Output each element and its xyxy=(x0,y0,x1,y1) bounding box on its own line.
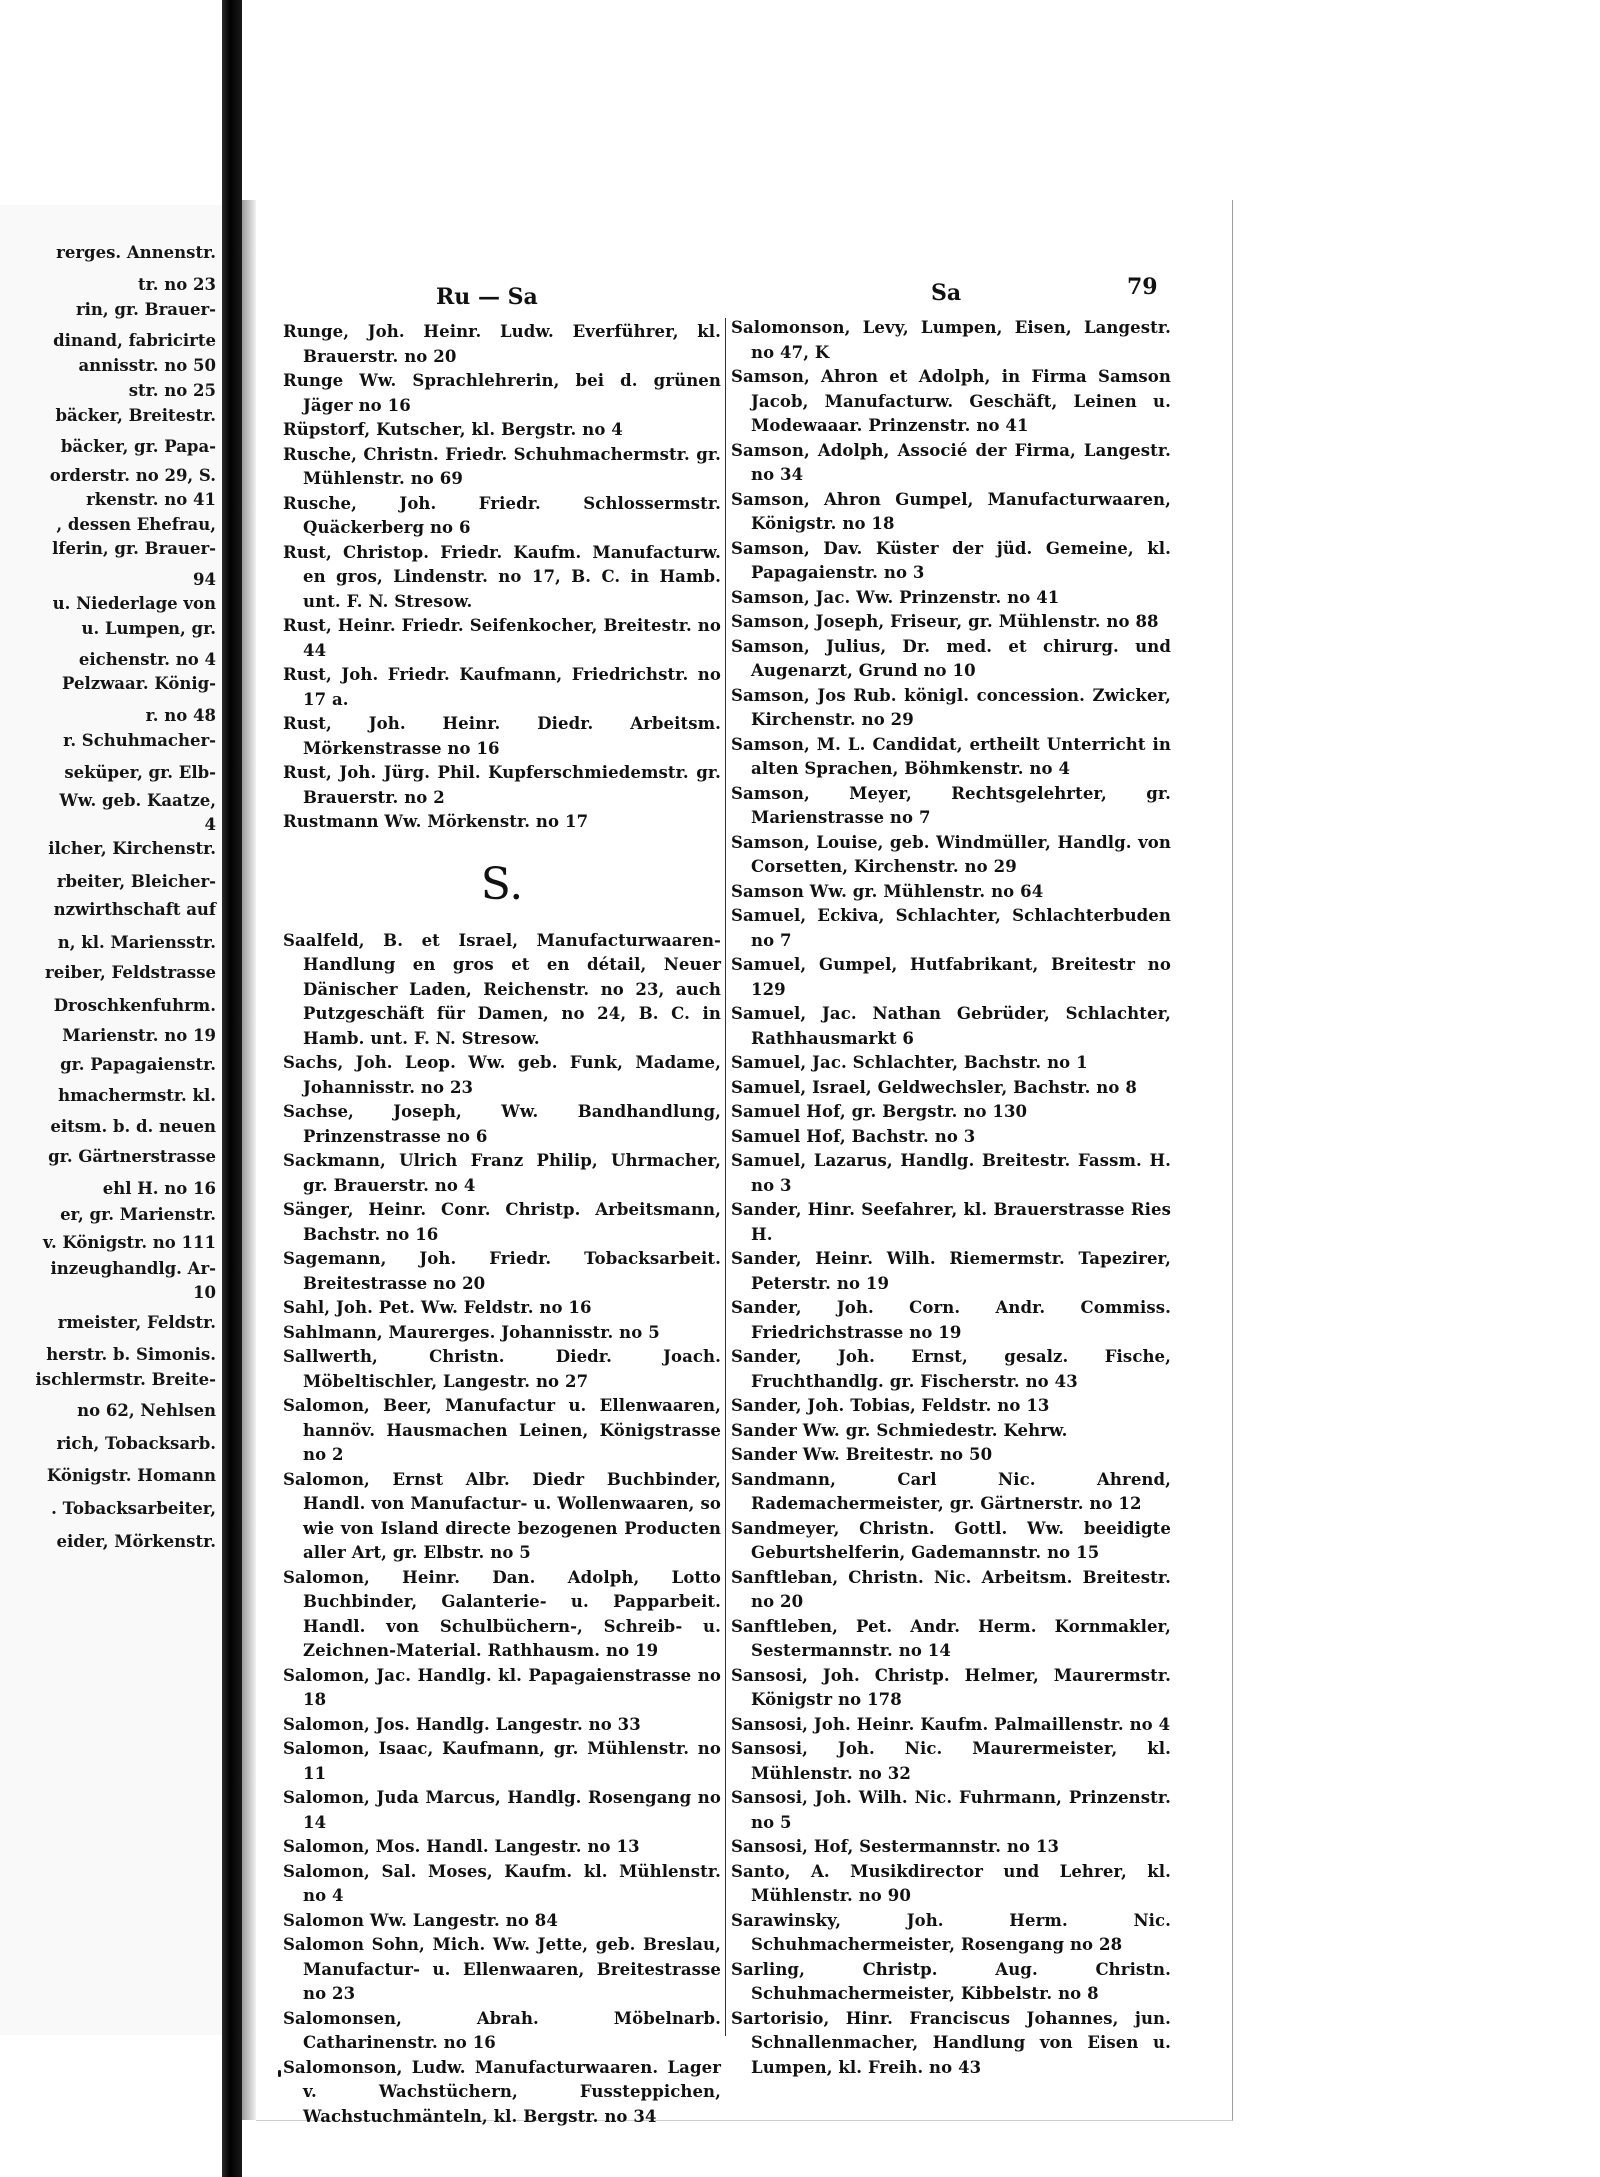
column-left xyxy=(283,320,721,2129)
directory-entry: Rust, Joh. Friedr. Kaufmann, Friedrichstr. no 17 a. xyxy=(283,665,721,709)
left-page-line: ilcher, Kirchenstr. xyxy=(48,839,216,858)
left-page-line: bäcker, gr. Papa- xyxy=(60,437,216,456)
left-page-line: eichenstr. no 4 xyxy=(78,650,216,669)
book-binding-gutter xyxy=(222,0,242,2177)
left-page-line: tr. no 23 xyxy=(138,275,216,294)
directory-entry: Salomon, Heinr. Dan. Adolph, Lotto Buchbinder, Galanterie- u. Papparbeit. Handl. von Schulbüchern-, Schreib- u. Zeichnen-Material. Rathhausm. no 19 xyxy=(283,1567,721,1660)
directory-entry: Samson, Julius, Dr. med. et chirurg. und Augenarzt, Grund no 10 xyxy=(731,636,1171,680)
directory-entry: Runge Ww. Sprachlehrerin, bei d. grünen Jäger no 16 xyxy=(283,371,721,415)
directory-entry: Sandmeyer, Christn. Gottl. Ww. beeidigte Geburtshelferin, Gademannstr. no 15 xyxy=(731,1518,1171,1562)
left-page-line: 94 xyxy=(193,570,216,589)
directory-entry: Rustmann Ww. Mörkenstr. no 17 xyxy=(283,812,589,831)
left-page-line: 10 xyxy=(193,1283,216,1302)
left-page-line: dinand, fabricirte xyxy=(53,331,216,350)
directory-entry: Sanftleben, Pet. Andr. Herm. Kornmakler, Sestermannstr. no 14 xyxy=(731,1616,1171,1660)
directory-entry: Sansosi, Joh. Wilh. Nic. Fuhrmann, Prinzenstr. no 5 xyxy=(731,1788,1171,1832)
left-page-line: r. no 48 xyxy=(145,706,216,725)
left-page-line: bäcker, Breitestr. xyxy=(55,406,216,425)
directory-entry: Salomon, Ernst Albr. Diedr Buchbinder, Handl. von Manufactur- u. Wollenwaaren, so wie von Island directe bezogenen Producten aller Art, gr. Elbstr. no 5 xyxy=(283,1469,721,1562)
left-page-line: gr. Papagaienstr. xyxy=(60,1055,216,1074)
left-page-line: eider, Mörkenstr. xyxy=(56,1532,216,1551)
left-page-line: u. Lumpen, gr. xyxy=(81,619,216,638)
left-page-line: str. no 25 xyxy=(128,381,216,400)
directory-entry: Samson, Joseph, Friseur, gr. Mühlenstr. no 88 xyxy=(731,612,1159,631)
directory-entry: Sansosi, Joh. Nic. Maurermeister, kl. Mühlenstr. no 32 xyxy=(731,1739,1171,1783)
left-page-line: eitsm. b. d. neuen xyxy=(50,1117,216,1136)
left-page-line: Marienstr. no 19 xyxy=(62,1026,216,1045)
directory-entry: Runge, Joh. Heinr. Ludw. Everführer, kl. Brauerstr. no 20 xyxy=(283,322,721,366)
directory-entry: Samuel, Jac. Nathan Gebrüder, Schlachter, Rathhausmarkt 6 xyxy=(731,1004,1171,1048)
directory-entry: Rust, Heinr. Friedr. Seifenkocher, Breitestr. no 44 xyxy=(283,616,721,660)
directory-entry: Sansosi, Joh. Christp. Helmer, Maurermstr. Königstr no 178 xyxy=(731,1665,1171,1709)
directory-entry: Samuel, Jac. Schlachter, Bachstr. no 1 xyxy=(731,1053,1088,1072)
directory-entry: Rust, Joh. Jürg. Phil. Kupferschmiedemstr. gr. Brauerstr. no 2 xyxy=(283,763,721,807)
left-page-line: annisstr. no 50 xyxy=(78,356,216,375)
entries-r-section xyxy=(283,320,721,835)
directory-entry: Sander, Joh. Corn. Andr. Commiss. Friedrichstrasse no 19 xyxy=(731,1298,1171,1342)
directory-entry: Salomon, Isaac, Kaufmann, gr. Mühlenstr. no 11 xyxy=(283,1739,721,1783)
directory-entry: Santo, A. Musikdirector und Lehrer, kl. Mühlenstr. no 90 xyxy=(731,1861,1171,1905)
directory-entry: Salomon Sohn, Mich. Ww. Jette, geb. Breslau, Manufactur- u. Ellenwaaren, Breitestrasse no 23 xyxy=(283,1935,721,2003)
left-page-line: r. Schuhmacher- xyxy=(63,731,216,750)
left-page-line: . Tobacksarbeiter, xyxy=(51,1499,216,1518)
left-page-line: seküper, gr. Elb- xyxy=(64,763,216,782)
running-head-center: Sa xyxy=(931,280,962,306)
directory-entry: Sahlmann, Maurerges. Johannisstr. no 5 xyxy=(283,1322,660,1342)
directory-entry: Sansosi, Joh. Heinr. Kaufm. Palmaillenstr. no 4 xyxy=(731,1714,1171,1734)
directory-entry: Salomon, Jos. Handlg. Langestr. no 33 xyxy=(283,1714,641,1734)
directory-entry: Samson, Dav. Küster der jüd. Gemeine, kl. Papagaienstr. no 3 xyxy=(731,538,1171,582)
directory-entry: Samuel, Israel, Geldwechsler, Bachstr. no 8 xyxy=(731,1077,1137,1097)
directory-entry: Salomon, Sal. Moses, Kaufm. kl. Mühlenstr. no 4 xyxy=(283,1861,721,1905)
directory-entry: Samson, Jac. Ww. Prinzenstr. no 41 xyxy=(731,587,1060,607)
directory-entry: Samson, Louise, geb. Windmüller, Handlg. von Corsetten, Kirchenstr. no 29 xyxy=(731,832,1171,876)
left-page-line: nzwirthschaft auf xyxy=(53,900,216,919)
directory-entry: Sagemann, Joh. Friedr. Tobacksarbeit. Breitestrasse no 20 xyxy=(283,1249,721,1293)
left-page-line: v. Königstr. no 111 xyxy=(43,1233,216,1252)
left-page-line: u. Niederlage von xyxy=(52,594,216,613)
left-page-fragment xyxy=(0,205,223,2035)
left-page-line: rin, gr. Brauer- xyxy=(75,300,216,319)
directory-entry: Sander Ww. gr. Schmiedestr. Kehrw. xyxy=(731,1420,1068,1440)
left-page-line: reiber, Feldstrasse xyxy=(45,963,216,982)
left-page-line: Droschkenfuhrm. xyxy=(53,996,216,1015)
directory-entry: Sandmann, Carl Nic. Ahrend, Rademachermeister, gr. Gärtnerstr. no 12 xyxy=(731,1469,1171,1513)
directory-entry: Samuel, Gumpel, Hutfabrikant, Breitestr no 129 xyxy=(731,955,1171,999)
directory-entry: Sander, Joh. Tobias, Feldstr. no 13 xyxy=(731,1396,1050,1415)
directory-entry: Samuel Hof, gr. Bergstr. no 130 xyxy=(731,1102,1028,1121)
left-page-line: er, gr. Marienstr. xyxy=(60,1205,216,1224)
left-page-line: Königstr. Homann xyxy=(46,1466,216,1485)
directory-entry: Rusche, Christn. Friedr. Schuhmachermstr. gr. Mühlenstr. no 69 xyxy=(283,444,721,488)
directory-entry: Rüpstorf, Kutscher, kl. Bergstr. no 4 xyxy=(283,420,623,439)
left-page-line: herstr. b. Simonis. xyxy=(46,1345,216,1364)
directory-entry: Sarawinsky, Joh. Herm. Nic. Schuhmachermeister, Rosengang no 28 xyxy=(731,1910,1171,1954)
directory-entry: Samson, Meyer, Rechtsgelehrter, gr. Marienstrasse no 7 xyxy=(731,783,1171,827)
directory-entry: Salomon, Beer, Manufactur u. Ellenwaaren, hannöv. Hausmachen Leinen, Königstrasse no 2 xyxy=(283,1396,721,1464)
directory-entry: Sander, Hinr. Seefahrer, kl. Brauerstrasse Ries H. xyxy=(731,1200,1171,1244)
directory-entry: Sahl, Joh. Pet. Ww. Feldstr. no 16 xyxy=(283,1298,592,1317)
running-head-left: Ru — Sa xyxy=(436,284,538,310)
left-page-line: , dessen Ehefrau, xyxy=(56,515,216,534)
directory-entry: Sansosi, Hof, Sestermannstr. no 13 xyxy=(731,1837,1060,1856)
left-page-line: rmeister, Feldstr. xyxy=(57,1313,216,1332)
directory-entry: Sartorisio, Hinr. Franciscus Johannes, jun. Schnallenmacher, Handlung von Eisen u. Lumpen, kl. Freih. no 43 xyxy=(731,2008,1171,2077)
left-page-line: 4 xyxy=(204,815,216,834)
directory-entry: Salomonsen, Abrah. Möbelnarb. Catharinenstr. no 16 xyxy=(283,2008,721,2052)
left-page-line: no 62, Nehlsen xyxy=(77,1401,216,1420)
directory-entry: Salomonson, Levy, Lumpen, Eisen, Langestr. no 47, K xyxy=(731,318,1171,362)
left-page-line: orderstr. no 29, S. xyxy=(49,466,216,485)
directory-entry: Salomon Ww. Langestr. no 84 xyxy=(283,1910,558,1930)
directory-entry: Sachs, Joh. Leop. Ww. geb. Funk, Madame, Johannisstr. no 23 xyxy=(283,1053,721,1097)
directory-entry: Samuel, Eckiva, Schlachter, Schlachterbuden no 7 xyxy=(731,906,1171,950)
left-page-line: ehl H. no 16 xyxy=(102,1179,216,1198)
gutter-shadow xyxy=(242,200,256,2120)
directory-entry: Salomon, Jac. Handlg. kl. Papagaienstrasse no 18 xyxy=(283,1665,721,1709)
left-page-line: Pelzwaar. König- xyxy=(62,674,216,693)
directory-entry: Saalfeld, B. et Israel, Manufacturwaaren-Handlung en gros et en détail, Neuer Dänischer Laden, Reichenstr. no 23, auch Putzgeschäft für Damen, no 24, B. C. in Hamb. unt. F. N. Stresow. xyxy=(283,930,721,1048)
directory-entry: Sarling, Christp. Aug. Christn. Schuhmachermeister, Kibbelstr. no 8 xyxy=(731,1959,1171,2003)
column-divider xyxy=(725,318,726,2036)
directory-entry: Sänger, Heinr. Conr. Christp. Arbeitsmann, Bachstr. no 16 xyxy=(283,1200,721,1244)
directory-entry: Sander, Heinr. Wilh. Riemermstr. Tapezirer, Peterstr. no 19 xyxy=(731,1249,1171,1293)
directory-entry: Sallwerth, Christn. Diedr. Joach. Möbeltischler, Langestr. no 27 xyxy=(283,1347,721,1391)
directory-entry: Samson, Adolph, Associé der Firma, Langestr. no 34 xyxy=(731,440,1171,484)
left-page-line: n, kl. Mariensstr. xyxy=(57,933,216,952)
directory-entry: Sander, Joh. Ernst, gesalz. Fische, Fruchthandlg. gr. Fischerstr. no 43 xyxy=(731,1347,1171,1391)
column-right xyxy=(731,316,1171,2080)
directory-entry: Samson, M. L. Candidat, ertheilt Unterricht in alten Sprachen, Böhmkenstr. no 4 xyxy=(731,734,1171,778)
left-page-line: Ww. geb. Kaatze, xyxy=(59,791,216,810)
left-page-line: lferin, gr. Brauer- xyxy=(52,539,216,558)
left-page-line: rbeiter, Bleicher- xyxy=(56,872,216,891)
directory-entry: Sander Ww. Breitestr. no 50 xyxy=(731,1445,993,1464)
directory-entry: Rust, Joh. Heinr. Diedr. Arbeitsm. Mörkenstrasse no 16 xyxy=(283,714,721,758)
section-letter: S. xyxy=(480,858,524,910)
directory-entry: Sanftleban, Christn. Nic. Arbeitsm. Breitestr. no 20 xyxy=(731,1567,1171,1611)
left-page-line: rkenstr. no 41 xyxy=(86,490,216,509)
directory-entry: Samson Ww. gr. Mühlenstr. no 64 xyxy=(731,881,1044,901)
left-page-line: rerges. Annenstr. xyxy=(56,243,216,262)
left-page-line: rich, Tobacksarb. xyxy=(56,1434,216,1453)
directory-entry: Sachse, Joseph, Ww. Bandhandlung, Prinzenstrasse no 6 xyxy=(283,1102,721,1146)
left-page-line: hmachermstr. kl. xyxy=(58,1086,216,1105)
directory-entry: Rust, Christop. Friedr. Kaufm. Manufacturw. en gros, Lindenstr. no 17, B. C. in Hamb. unt. F. N. Stresow. xyxy=(283,542,721,611)
directory-entry: Salomon, Mos. Handl. Langestr. no 13 xyxy=(283,1837,640,1856)
ink-speck xyxy=(278,2070,281,2077)
directory-entry: Samson, Jos Rub. königl. concession. Zwicker, Kirchenstr. no 29 xyxy=(731,685,1171,729)
left-page-line: ischlermstr. Breite- xyxy=(35,1370,216,1389)
directory-entry: Rusche, Joh. Friedr. Schlossermstr. Quäckerberg no 6 xyxy=(283,493,721,537)
page-number: 79 xyxy=(1127,274,1158,300)
directory-entry: Samson, Ahron et Adolph, in Firma Samson Jacob, Manufacturw. Geschäft, Leinen u. Modewaaar. Prinzenstr. no 41 xyxy=(731,367,1171,435)
left-page-line: inzeughandlg. Ar- xyxy=(50,1259,216,1278)
directory-entry: Salomonson, Ludw. Manufacturwaaren. Lager v. Wachstüchern, Fussteppichen, Wachstuchmänteln, kl. Bergstr. no 34 xyxy=(283,2057,721,2126)
directory-entry: Sackmann, Ulrich Franz Philip, Uhrmacher, gr. Brauerstr. no 4 xyxy=(283,1151,721,1195)
entries-s-section xyxy=(283,929,721,2130)
directory-entry: Samuel, Lazarus, Handlg. Breitestr. Fassm. H. no 3 xyxy=(731,1151,1171,1195)
directory-entry: Samuel Hof, Bachstr. no 3 xyxy=(731,1126,976,1146)
left-page-line: gr. Gärtnerstrasse xyxy=(48,1147,216,1166)
directory-entry: Salomon, Juda Marcus, Handlg. Rosengang no 14 xyxy=(283,1788,721,1832)
directory-entry: Samson, Ahron Gumpel, Manufacturwaaren, Königstr. no 18 xyxy=(731,489,1171,533)
